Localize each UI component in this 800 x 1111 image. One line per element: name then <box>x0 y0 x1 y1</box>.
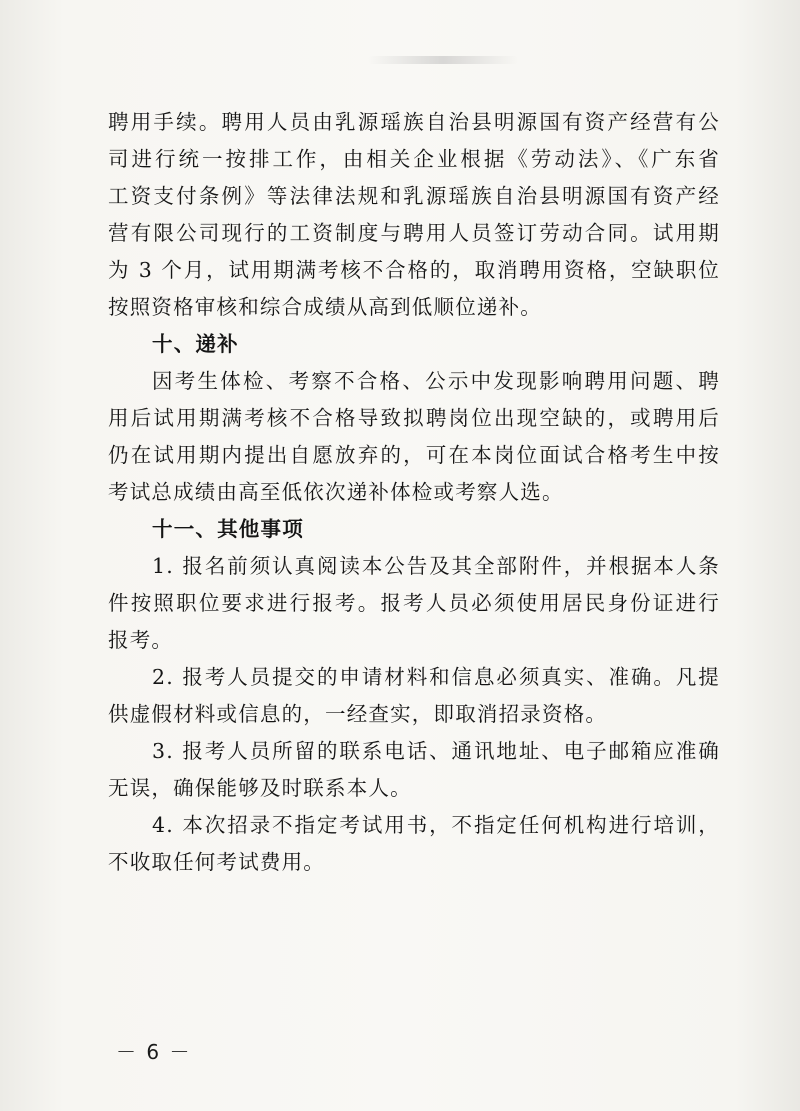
header-smudge <box>368 56 518 64</box>
text-line: 营有限公司现行的工资制度与聘用人员签订劳动合同。试用期 <box>108 221 720 245</box>
paragraph-item-3 <box>108 733 720 807</box>
text-line: 4. 本次招录不指定考试用书，不指定任何机构进行培训， <box>152 813 720 837</box>
text-line: 报考。 <box>108 628 174 652</box>
text-line: 3. 报考人员所留的联系电话、通讯地址、电子邮箱应准确 <box>152 739 720 763</box>
section-heading-other-matters: 十一、其他事项 <box>152 517 304 541</box>
text-line: 件按照职位要求进行报考。报考人员必须使用居民身份证进行 <box>108 591 720 615</box>
page-number: － 6 － <box>116 1040 192 1064</box>
document-body <box>108 104 720 881</box>
paragraph-item-2 <box>108 659 720 733</box>
paragraph-item-1 <box>108 548 720 659</box>
paragraph-backfill <box>108 363 720 511</box>
paragraph-hiring-procedures <box>108 104 720 326</box>
text-line: 聘用手续。聘用人员由乳源瑶族自治县明源国有资产经营有公 <box>108 110 720 134</box>
text-line: 司进行统一按排工作，由相关企业根据《劳动法》、《广东省 <box>108 147 720 171</box>
text-line: 2. 报考人员提交的申请材料和信息必须真实、准确。凡提 <box>152 665 720 689</box>
text-line: 为 3 个月，试用期满考核不合格的，取消聘用资格，空缺职位 <box>108 258 720 282</box>
text-line: 用后试用期满考核不合格导致拟聘岗位出现空缺的，或聘用后 <box>108 406 720 430</box>
text-line: 1. 报名前须认真阅读本公告及其全部附件，并根据本人条 <box>152 554 720 578</box>
text-line: 考试总成绩由高至低依次递补体检或考察人选。 <box>108 480 564 504</box>
text-line: 无误，确保能够及时联系本人。 <box>108 776 412 800</box>
text-line: 供虚假材料或信息的，一经查实，即取消招录资格。 <box>108 702 608 726</box>
text-line: 因考生体检、考察不合格、公示中发现影响聘用问题、聘 <box>152 369 720 393</box>
text-line: 仍在试用期内提出自愿放弃的，可在本岗位面试合格考生中按 <box>108 443 720 467</box>
paragraph-item-4 <box>108 807 720 881</box>
text-line: 工资支付条例》等法律法规和乳源瑶族自治县明源国有资产经 <box>108 184 720 208</box>
section-heading-backfill: 十、递补 <box>152 332 239 356</box>
text-line: 不收取任何考试费用。 <box>108 850 325 874</box>
text-line: 按照资格审核和综合成绩从高到低顺位递补。 <box>108 295 542 319</box>
